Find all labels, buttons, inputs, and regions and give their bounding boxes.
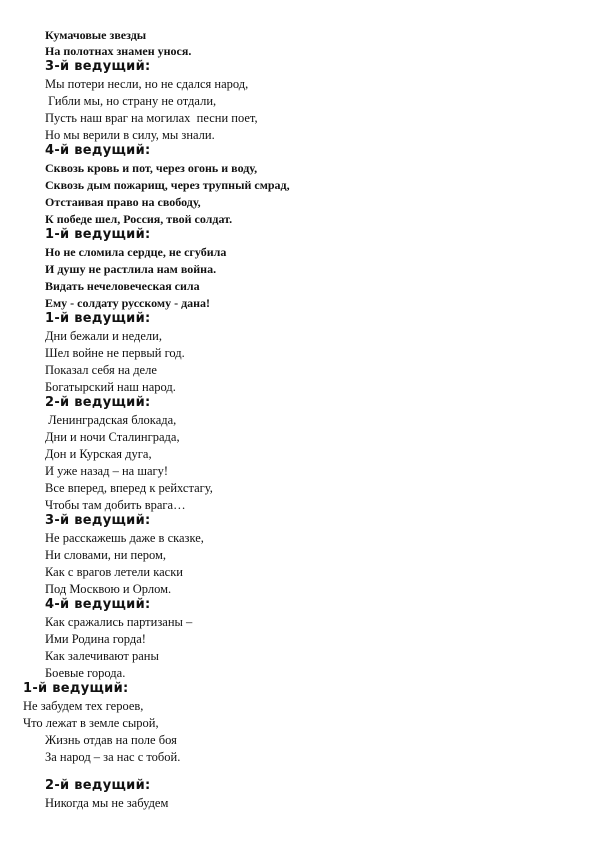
verse-line: Жизнь отдав на поле боя: [45, 733, 177, 747]
verse-line: Дни бежали и недели,: [45, 329, 162, 343]
verse-line: На полотнах знамен унося.: [45, 44, 192, 58]
verse-line: Сквозь дым пожарищ, через трупный смрад,: [45, 178, 290, 192]
speaker-heading: 2-й ведущий:: [45, 395, 151, 410]
speaker-heading: 1-й ведущий:: [23, 681, 129, 696]
speaker-heading: 1-й ведущий:: [45, 311, 151, 326]
verse-line: Гибли мы, но страну не отдали,: [45, 94, 217, 108]
verse-line: Не расскажешь даже в сказке,: [45, 531, 204, 545]
verse-line: Ими Родина горда!: [45, 632, 146, 646]
verse-line: Как сражались партизаны –: [45, 615, 193, 629]
verse-line: Шел войне не первый год.: [45, 346, 185, 360]
speaker-heading: 1-й ведущий:: [45, 227, 151, 242]
verse-line: Как с врагов летели каски: [45, 565, 183, 579]
verse-line: И душу не растлила нам война.: [45, 262, 217, 276]
verse-line: К победе шел, Россия, твой солдат.: [45, 212, 233, 226]
verse-line: И уже назад – на шагу!: [45, 464, 169, 478]
speaker-heading: 3-й ведущий:: [45, 513, 151, 528]
speaker-heading: 2-й ведущий:: [45, 778, 151, 793]
verse-line: Кумачовые звезды: [45, 28, 147, 42]
speaker-heading: 4-й ведущий:: [45, 597, 151, 612]
verse-line: Но не сломила сердце, не сгубила: [45, 245, 227, 259]
verse-line: Все вперед, вперед к рейхстагу,: [45, 481, 213, 495]
verse-line: Боевые города.: [45, 666, 126, 680]
verse-line: Но мы верили в силу, мы знали.: [45, 128, 215, 142]
verse-line: Дни и ночи Сталинграда,: [45, 430, 180, 444]
verse-line: Видать нечеловеческая сила: [45, 279, 200, 293]
verse-line: За народ – за нас с тобой.: [45, 750, 181, 764]
verse-line: Никогда мы не забудем: [45, 796, 169, 810]
verse-line: Ни словами, ни пером,: [45, 548, 167, 562]
verse-line: Под Москвою и Орлом.: [45, 582, 172, 596]
verse-line: Ему - солдату русскому - дана!: [45, 296, 211, 310]
verse-line: Ленинградская блокада,: [45, 413, 177, 427]
verse-line: Мы потери несли, но не сдался народ,: [45, 77, 249, 91]
verse-line: Отстаивая право на свободу,: [45, 195, 201, 209]
verse-line: Богатырский наш народ.: [45, 380, 176, 394]
verse-line: Не забудем тех героев,: [23, 699, 144, 713]
verse-line: Чтобы там добить врага…: [45, 498, 186, 512]
verse-line: Показал себя на деле: [45, 363, 157, 377]
verse-line: Дон и Курская дуга,: [45, 447, 152, 461]
verse-line: Сквозь кровь и пот, через огонь и воду,: [45, 161, 258, 175]
speaker-heading: 4-й ведущий:: [45, 143, 151, 158]
verse-line: Как залечивают раны: [45, 649, 159, 663]
speaker-heading: 3-й ведущий:: [45, 59, 151, 74]
verse-line: Что лежат в земле сырой,: [23, 716, 159, 730]
verse-line: Пусть наш враг на могилах песни поет,: [45, 111, 258, 125]
